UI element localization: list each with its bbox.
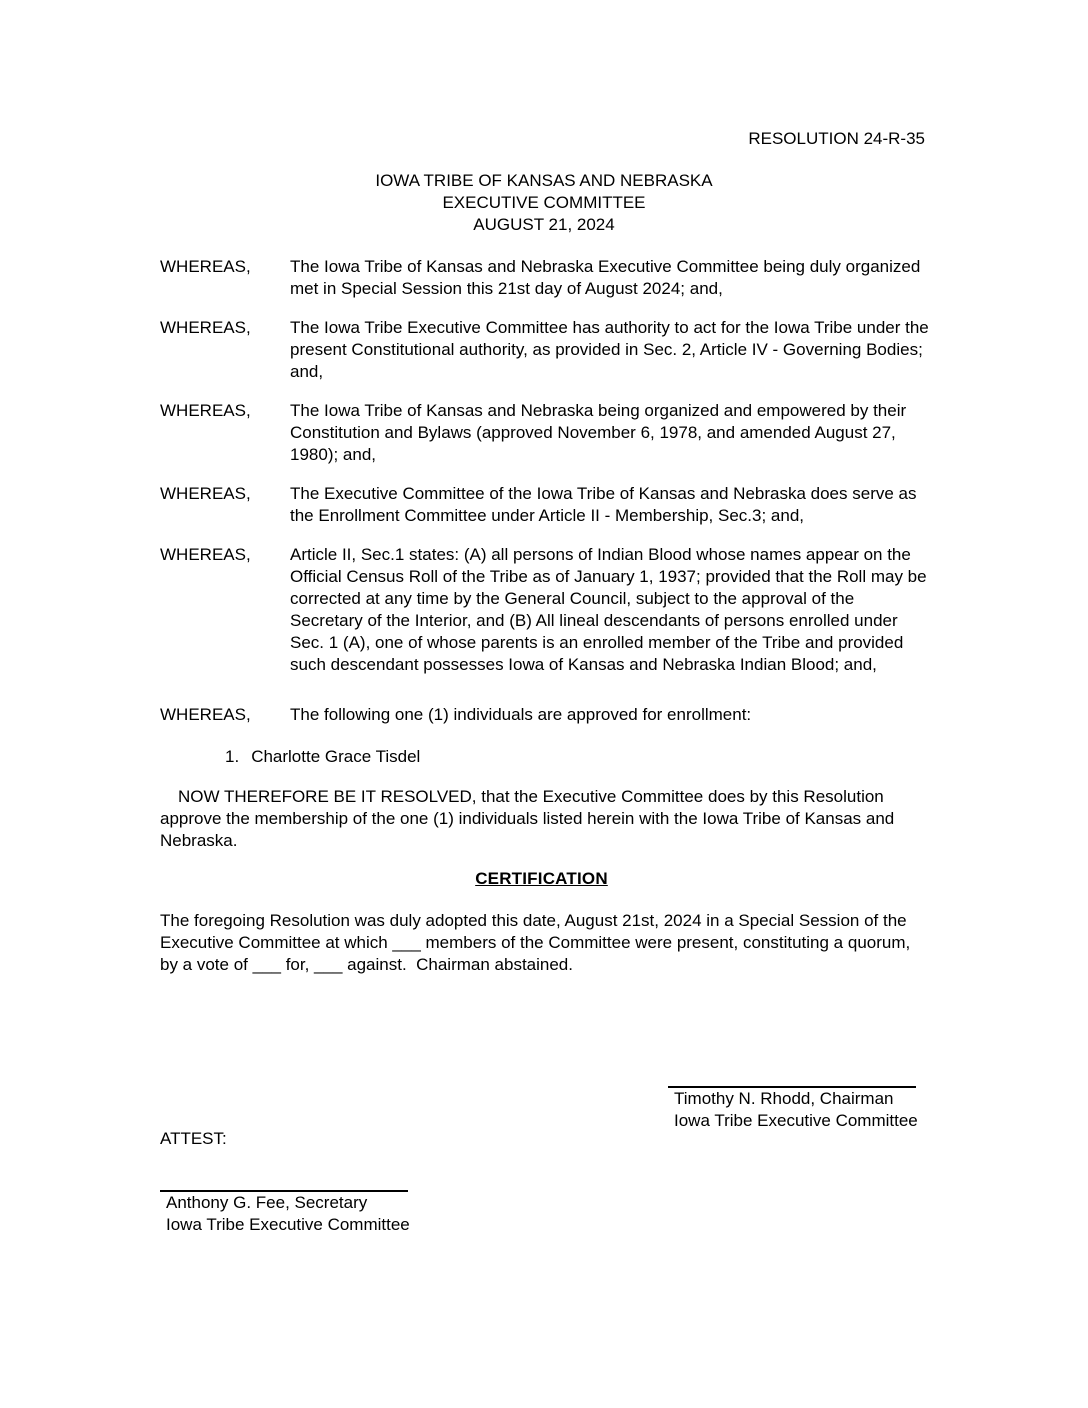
chairman-org: Iowa Tribe Executive Committee xyxy=(674,1111,918,1130)
title-line-date: AUGUST 21, 2024 xyxy=(473,215,615,234)
whereas-label: WHEREAS, xyxy=(160,257,251,276)
certification-paragraph: The foregoing Resolution was duly adopted this date, August 21st, 2024 in a Special Session of the Executive Committee at which ___ members of the Committee were present, constituting a quorum, by a vote of ___ for, ___ against. Chairman abstained. xyxy=(160,911,915,974)
enrollee-number: 1. xyxy=(225,747,240,766)
whereas-text: The Iowa Tribe Executive Committee has authority to act for the Iowa Tribe under the present Constitutional authority, as provided in Sec. 2, Article IV - Governing Bodies; and, xyxy=(290,318,929,381)
attest-label: ATTEST: xyxy=(160,1129,227,1148)
enrollee-name: Charlotte Grace Tisdel xyxy=(251,747,421,766)
document-title-block xyxy=(0,170,1088,236)
whereas-clause-1 xyxy=(160,256,923,300)
whereas-clause-3 xyxy=(160,400,923,466)
chairman-name: Timothy N. Rhodd, Chairman xyxy=(674,1089,894,1108)
whereas-label: WHEREAS, xyxy=(160,705,251,724)
secretary-org: Iowa Tribe Executive Committee xyxy=(166,1215,410,1234)
chairman-signature-block xyxy=(668,1072,928,1132)
whereas-clause-2 xyxy=(160,317,929,383)
whereas-text: The Iowa Tribe of Kansas and Nebraska being organized and empowered by their Constitution and Bylaws (approved November 6, 1978, and amended August 27, 1980); and, xyxy=(290,401,907,464)
whereas-text: Article II, Sec.1 states: (A) all persons of Indian Blood whose names appear on the Official Census Roll of the Tribe as of January 1, 1937; provided that the Roll may be corrected at any time by the General Council, subject to the approval of the Secretary of the Interior, and (B) All lineal descendants of persons enrolled under Sec. 1 (A), one of whose parents is an enrolled member of the Tribe and provided such descendant possesses Iowa of Kansas and Nebraska Indian Blood; and, xyxy=(290,545,927,674)
title-line-committee: EXECUTIVE COMMITTEE xyxy=(442,193,646,212)
whereas-clause-5 xyxy=(160,544,927,676)
secretary-signature-line xyxy=(160,1176,408,1192)
whereas-label: WHEREAS, xyxy=(160,318,251,337)
whereas-clause-6 xyxy=(160,704,923,726)
enrollee-list-item xyxy=(160,746,923,768)
document-body xyxy=(160,256,929,976)
resolved-paragraph: NOW THEREFORE BE IT RESOLVED, that the Executive Committee does by this Resolution approve the membership of the one (1) individuals listed herein with the Iowa Tribe of Kansas and Nebraska. xyxy=(160,787,895,850)
secretary-signature-block xyxy=(160,1176,420,1236)
whereas-text: The Iowa Tribe of Kansas and Nebraska Executive Committee being duly organized met in Special Session this 21st day of August 2024; and, xyxy=(290,257,921,298)
whereas-text: The Executive Committee of the Iowa Tribe of Kansas and Nebraska does serve as the Enrollment Committee under Article II - Membership, Sec.3; and, xyxy=(290,484,917,525)
chairman-signature-line xyxy=(668,1072,916,1088)
whereas-clause-4 xyxy=(160,483,923,527)
secretary-name: Anthony G. Fee, Secretary xyxy=(166,1193,368,1212)
whereas-label: WHEREAS, xyxy=(160,484,251,503)
whereas-text: The following one (1) individuals are approved for enrollment: xyxy=(290,705,752,724)
whereas-label: WHEREAS, xyxy=(160,545,251,564)
whereas-label: WHEREAS, xyxy=(160,401,251,420)
resolution-number: RESOLUTION 24-R-35 xyxy=(748,129,925,148)
certification-heading: CERTIFICATION xyxy=(475,869,608,888)
title-line-org: IOWA TRIBE OF KANSAS AND NEBRASKA xyxy=(375,171,713,190)
